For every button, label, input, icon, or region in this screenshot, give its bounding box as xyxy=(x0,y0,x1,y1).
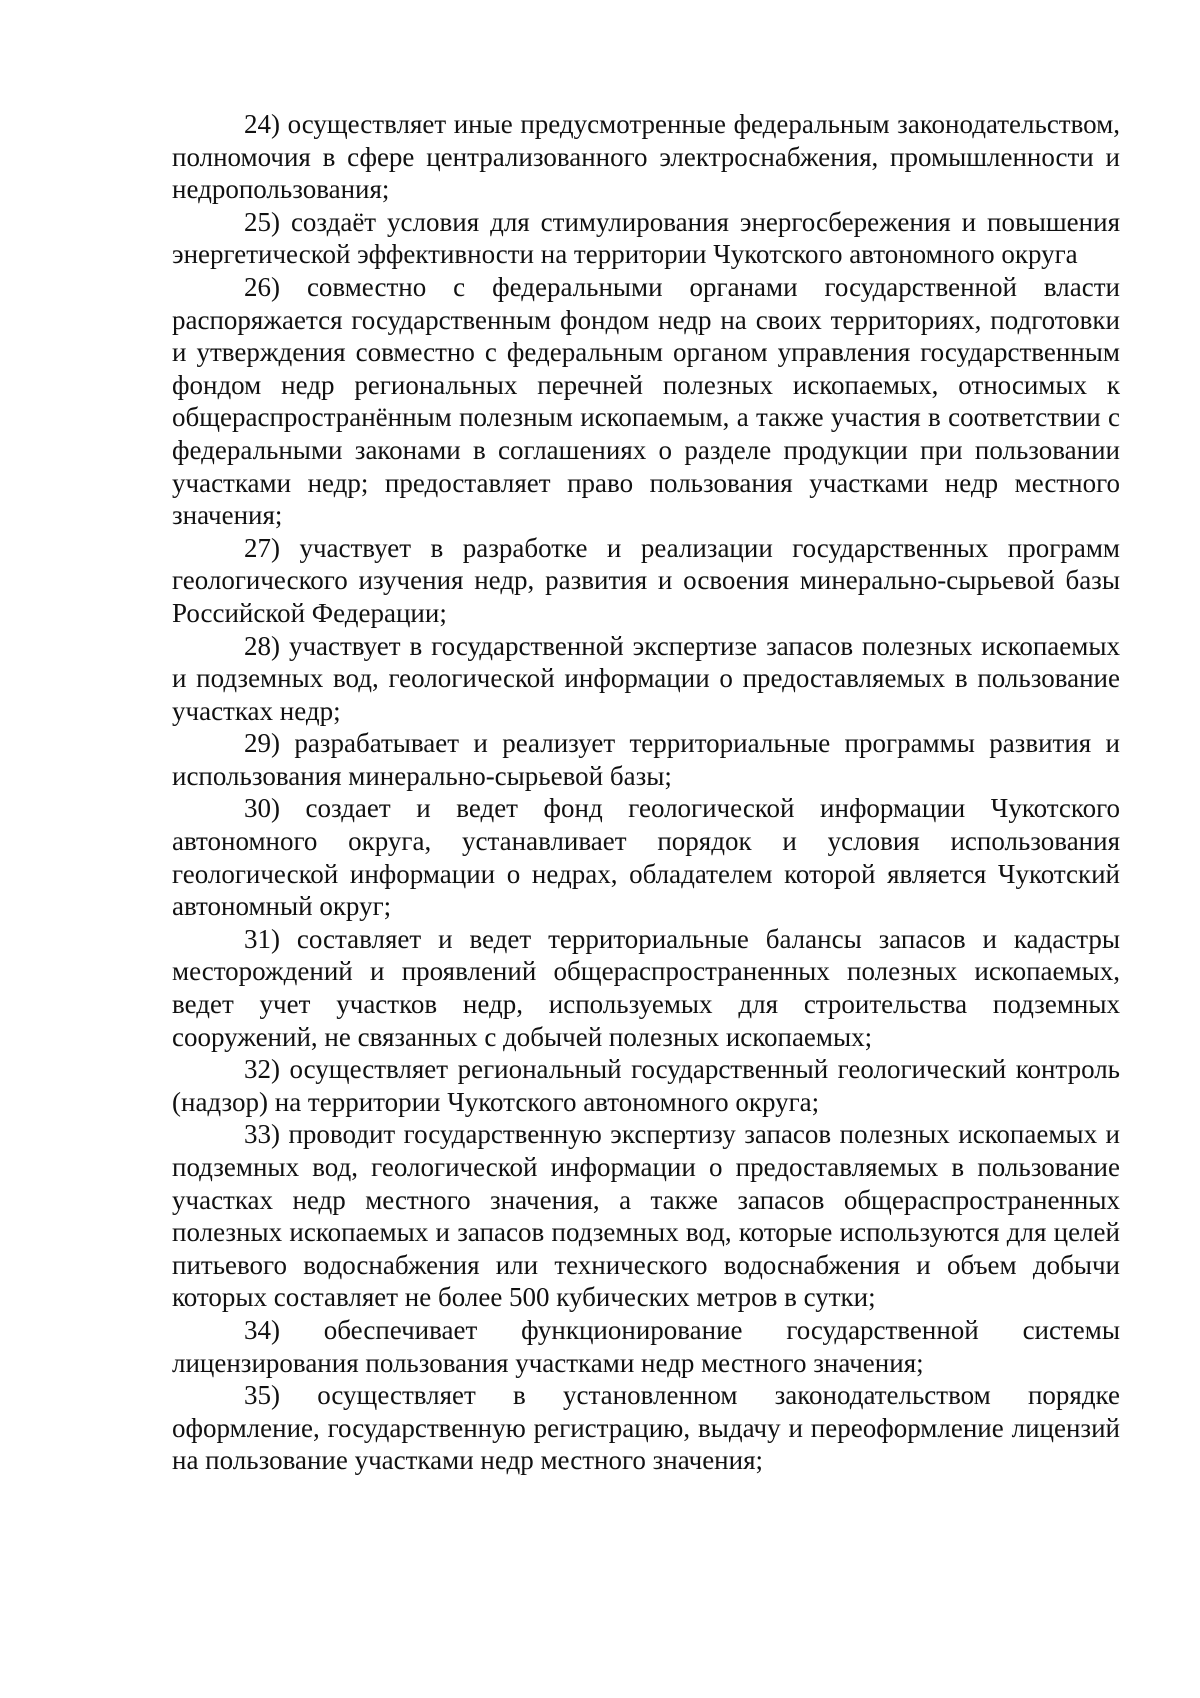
paragraph-item-27: 27) участвует в разработке и реализации государственных программ геологического изучения недр, развития и освоения минерально-сырьевой базы Российской Федерации; xyxy=(172,532,1120,628)
paragraph-item-35: 35) осуществляет в установленном законодательством порядке оформление, государственную регистрацию, выдачу и переоформление лицензий на пользование участками недр местного значения; xyxy=(172,1380,1120,1476)
paragraph-item-30: 30) создает и ведет фонд геологической информации Чукотского автономного округа, устанавливает порядок и условия использования геологической информации о недрах, обладателем которой является Чукотский автономный округ; xyxy=(172,793,1120,922)
paragraph-item-29: 29) разрабатывает и реализует территориальные программы развития и использования минерально-сырьевой базы; xyxy=(172,728,1120,791)
paragraph-item-34: 34) обеспечивает функционирование государственной системы лицензирования пользования участками недр местного значения; xyxy=(172,1314,1120,1378)
paragraph-item-32: 32) осуществляет региональный государственный геологический контроль (надзор) на территории Чукотского автономного округа; xyxy=(172,1054,1120,1117)
paragraph-item-26: 26) совместно с федеральными органами государственной власти распоряжается государственным фондом недр на своих территориях, подготовки и утверждения совместно с федеральным органом управления государственным фондом недр региональных перечней полезных ископаемых, относимых к общераспространённым полезным ископаемым, а также участия в соответствии с федеральными законами в соглашениях о разделе продукции при пользовании участками недр; предоставляет право пользования участками недр местного значения; xyxy=(172,271,1120,531)
paragraph-item-25: 25) создаёт условия для стимулирования энергосбережения и повышения энергетической эффективности на территории Чукотского автономного округа xyxy=(172,206,1120,270)
paragraph-item-33: 33) проводит государственную экспертизу запасов полезных ископаемых и подземных вод, геологической информации о предоставляемых в пользование участках недр местного значения, а также запасов общераспространенных полезных ископаемых и запасов подземных вод, которые используются для целей питьевого водоснабжения или технического водоснабжения и объем добычи которых составляет не более 500 кубических метров в сутки; xyxy=(172,1119,1120,1313)
document-page xyxy=(172,108,1120,1477)
paragraph-item-24: 24) осуществляет иные предусмотренные федеральным законодательством, полномочия в сфере централизованного электроснабжения, промышленности и недропользования; xyxy=(172,109,1120,205)
paragraph-item-28: 28) участвует в государственной экспертизе запасов полезных ископаемых и подземных вод, геологической информации о предоставляемых в пользование участках недр; xyxy=(172,630,1120,726)
paragraph-item-31: 31) составляет и ведет территориальные балансы запасов и кадастры месторождений и проявлений общераспространенных полезных ископаемых, ведет учет участков недр, используемых для строительства подземных сооружений, не связанных с добычей полезных ископаемых; xyxy=(172,923,1120,1052)
